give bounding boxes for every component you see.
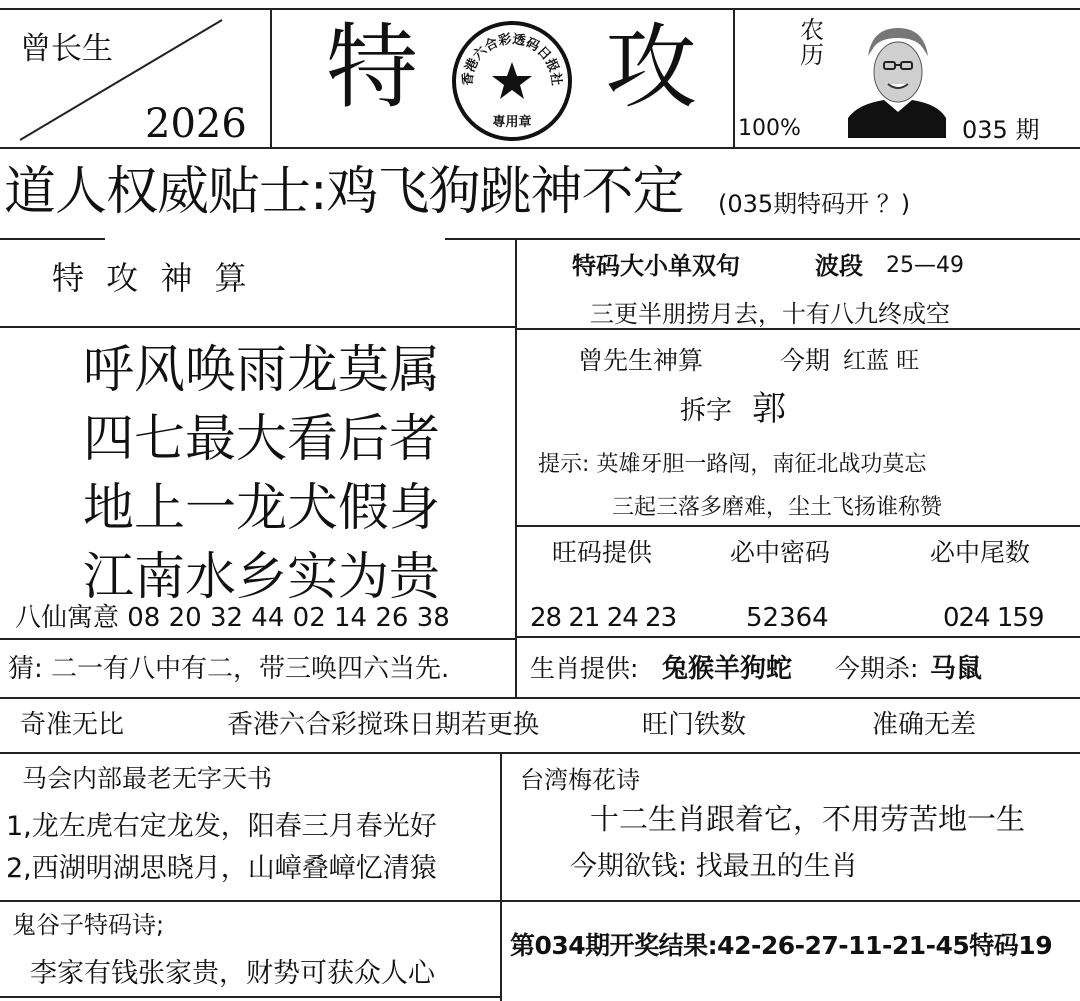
poem-line-4: 江南水乡实为贵 — [83, 548, 441, 607]
chaizi-value: 郭 — [752, 389, 786, 429]
right-divider-3 — [515, 636, 1080, 638]
banner-item-4: 准确无差 — [872, 710, 977, 740]
headline-suffix: (035期特码开 ？) — [718, 190, 911, 218]
col-3-label: 必中尾数 — [930, 538, 1031, 567]
left-title: 特 攻 神 算 — [52, 259, 253, 297]
book-line-2: 2,西湖明湖思晓月，山嶂叠嶂忆清猿 — [6, 853, 437, 884]
wave-label: 波段 — [815, 252, 863, 280]
banner-item-2: 香港六合彩搅珠日期若更换 — [227, 710, 540, 740]
poem-line-3: 地上一龙犬假身 — [83, 479, 441, 538]
header-divider-1 — [270, 8, 272, 148]
draw-result: 第034期开奖结果:42-26-27-11-21-45特码19 — [510, 931, 1053, 960]
kill-label: 今期杀: — [835, 654, 919, 683]
bottom-mid-border — [0, 900, 1080, 902]
taiwan-line-1: 十二生肖跟着它，不用劳苦地一生 — [590, 802, 1026, 836]
zodiac-value: 兔猴羊狗蛇 — [662, 654, 793, 684]
lunar-label: 农历 — [800, 16, 824, 70]
left-divider — [0, 638, 515, 640]
col-1-value: 28 21 24 23 — [530, 603, 677, 633]
col-2-label: 必中密码 — [730, 538, 831, 567]
guigu-line-1: 李家有钱张家贵，财势可获众人心 — [30, 958, 435, 989]
taiwan-line-2: 今期欲钱: 找最丑的生肖 — [570, 851, 858, 882]
banner-item-1: 奇准无比 — [20, 710, 125, 740]
wave-value: 25—49 — [886, 253, 964, 278]
moon-line: 三更半朋捞月去，十有八九终成空 — [590, 300, 950, 328]
zeng-label: 曾先生神算 — [578, 346, 704, 375]
hint-line-2: 三起三落多磨难，尘土飞扬谁称赞 — [612, 495, 943, 520]
size-label: 特码大小单双句 — [572, 252, 740, 280]
left-title-underline — [0, 326, 515, 328]
guigu-underline — [0, 996, 500, 998]
period-value: 红蓝 旺 — [843, 348, 920, 374]
kill-value: 马鼠 — [930, 654, 983, 684]
portrait-photo — [848, 22, 946, 138]
book-title: 马会内部最老无字天书 — [22, 764, 273, 793]
banner-item-3: 旺门铁数 — [642, 710, 747, 740]
banner-bottom-border — [0, 752, 1080, 754]
taiwan-title: 台湾梅花诗 — [520, 766, 640, 794]
banner-top-border — [0, 697, 1080, 699]
poem-line-1: 呼风唤雨龙莫属 — [83, 341, 441, 400]
col-1-label: 旺码提供 — [552, 538, 653, 567]
col-2-value: 52364 — [746, 603, 829, 633]
zodiac-label: 生肖提供: — [530, 654, 639, 683]
book-line-1: 1,龙左虎右定龙发，阳春三月春光好 — [6, 811, 437, 842]
seal-arc-text: 香港六合彩透码日报社 — [460, 32, 564, 87]
headline-main: 道人权威贴士:鸡飞狗跳神不定 — [4, 162, 684, 222]
issue-label: 035 期 — [962, 116, 1040, 144]
header-char-left: 特 — [326, 14, 419, 121]
guigu-title: 鬼谷子特码诗; — [12, 911, 165, 939]
period-label: 今期 — [780, 346, 831, 375]
headline-bottom-line — [0, 238, 105, 240]
author-name: 曾长生 — [20, 31, 113, 67]
header-char-right: 攻 — [605, 14, 698, 121]
official-seal — [449, 18, 575, 144]
guess-line: 猜: 二一有八中有二，带三唤四六当先. — [8, 654, 450, 684]
hint-line-1: 提示: 英雄牙胆一路闯，南征北战功莫忘 — [538, 452, 927, 477]
middle-divider — [515, 238, 517, 698]
col-3-value: 024 159 — [943, 603, 1044, 633]
header-divider-2 — [733, 8, 735, 148]
chaizi-label: 拆字 — [680, 396, 733, 426]
right-divider-1 — [515, 328, 1080, 330]
percent-label: 100% — [738, 116, 801, 141]
bottom-divider — [500, 752, 502, 1001]
header-year: 2026 — [145, 101, 247, 147]
right-divider-2 — [515, 525, 1080, 527]
poem-line-2: 四七最大看后者 — [83, 410, 441, 469]
headline-bottom-line-right — [445, 238, 1080, 240]
seal-sub-text: 專用章 — [492, 115, 532, 130]
baxian-numbers: 八仙寓意 08 20 32 44 02 14 26 38 — [15, 603, 450, 633]
